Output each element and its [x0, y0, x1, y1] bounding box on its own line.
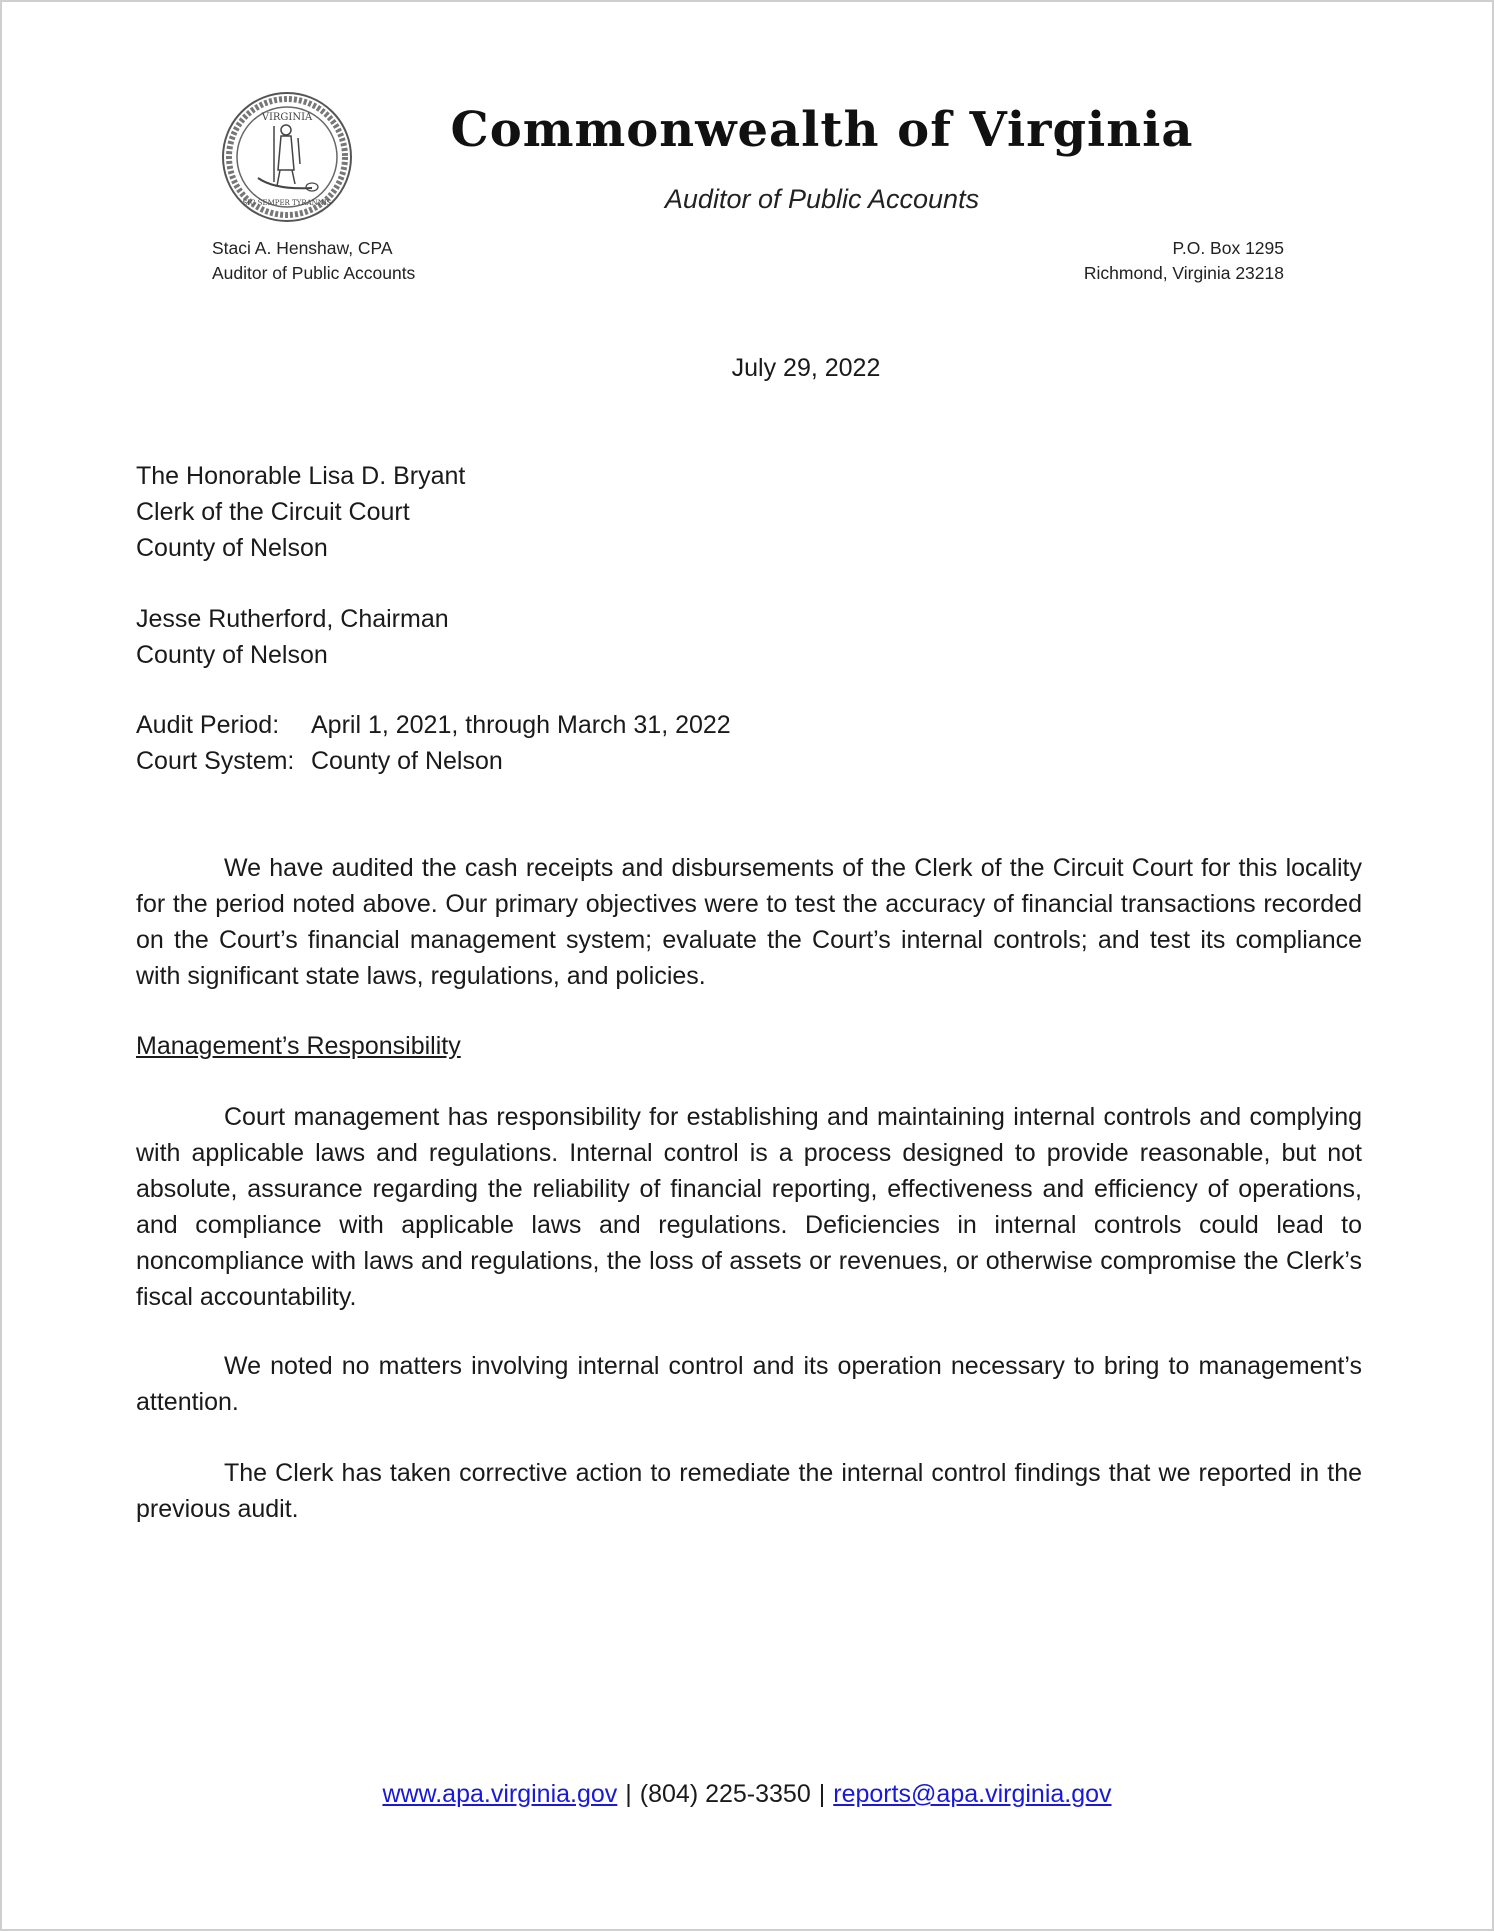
sender-address-block: [1084, 236, 1284, 286]
city-state-zip: Richmond, Virginia 23218: [1083, 263, 1284, 283]
sender-name: Staci A. Henshaw, CPA: [212, 238, 393, 258]
po-box: P.O. Box 1295: [1172, 238, 1284, 258]
separator: |: [625, 1780, 632, 1808]
recipient-line: The Honorable Lisa D. Bryant: [136, 462, 466, 490]
svg-text:SIC SEMPER TYRANNIS: SIC SEMPER TYRANNIS: [242, 199, 332, 207]
court-system-value: County of Nelson: [311, 747, 503, 775]
recipient-line: County of Nelson: [136, 534, 328, 562]
audit-info-block: [136, 707, 731, 779]
sender-name-block: [212, 236, 415, 286]
email-link[interactable]: reports@apa.virginia.gov: [833, 1780, 1112, 1808]
body-paragraph-4: [136, 1455, 1362, 1527]
recipient-line: Jesse Rutherford, Chairman: [136, 605, 449, 633]
audit-period-value: April 1, 2021, through March 31, 2022: [311, 711, 731, 739]
court-system-label: Court System:: [136, 747, 295, 775]
paragraph-text: The Clerk has taken corrective action to remediate the internal control findings that we reported in the previous audit.: [136, 1459, 1362, 1523]
paragraph-text: Court management has responsibility for establishing and maintaining internal controls and complying with applicable laws and regulations. Internal control is a process designed to provide reasonable, but not absolute, assurance regarding the reliability of financial reporting, effectiveness and efficiency of operations, and compliance with applicable laws and regulations. Deficiencies in internal controls could lead to noncompliance with laws and regulations, the loss of assets or revenues, or otherwise compromise the Clerk’s fiscal accountability.: [136, 1103, 1362, 1311]
footer-contact: [2, 1780, 1492, 1809]
paragraph-text: We have audited the cash receipts and disbursements of the Clerk of the Circuit Court for this locality for the period noted above. Our primary objectives were to test the accuracy of financial transactions recorded on the Court’s financial management system; evaluate the Court’s internal controls; and test its compliance with significant state laws, regulations, and policies.: [136, 854, 1362, 990]
body-paragraph-2: [136, 1099, 1362, 1315]
recipient-line: County of Nelson: [136, 641, 328, 669]
body-paragraph-1: [136, 850, 1362, 994]
phone-number: (804) 225-3350: [639, 1780, 811, 1808]
recipient-line: Clerk of the Circuit Court: [136, 498, 410, 526]
section-heading: Management’s Responsibility: [136, 1032, 461, 1060]
svg-text:VIRGINIA: VIRGINIA: [261, 112, 313, 123]
separator: |: [818, 1780, 826, 1808]
recipient-block-2: [136, 601, 449, 673]
paragraph-text: We noted no matters involving internal control and its operation necessary to bring to management’s attention.: [136, 1352, 1362, 1416]
recipient-block-1: [136, 458, 465, 566]
sender-title: Auditor of Public Accounts: [212, 263, 416, 283]
letterhead-title: Commonwealth of Virginia: [450, 102, 1194, 158]
body-paragraph-3: [136, 1348, 1362, 1420]
letterhead-subtitle: Auditor of Public Accounts: [664, 184, 980, 214]
letter-date: July 29, 2022: [731, 354, 881, 382]
audit-period-label: Audit Period:: [136, 711, 280, 739]
website-link[interactable]: www.apa.virginia.gov: [382, 1780, 618, 1808]
